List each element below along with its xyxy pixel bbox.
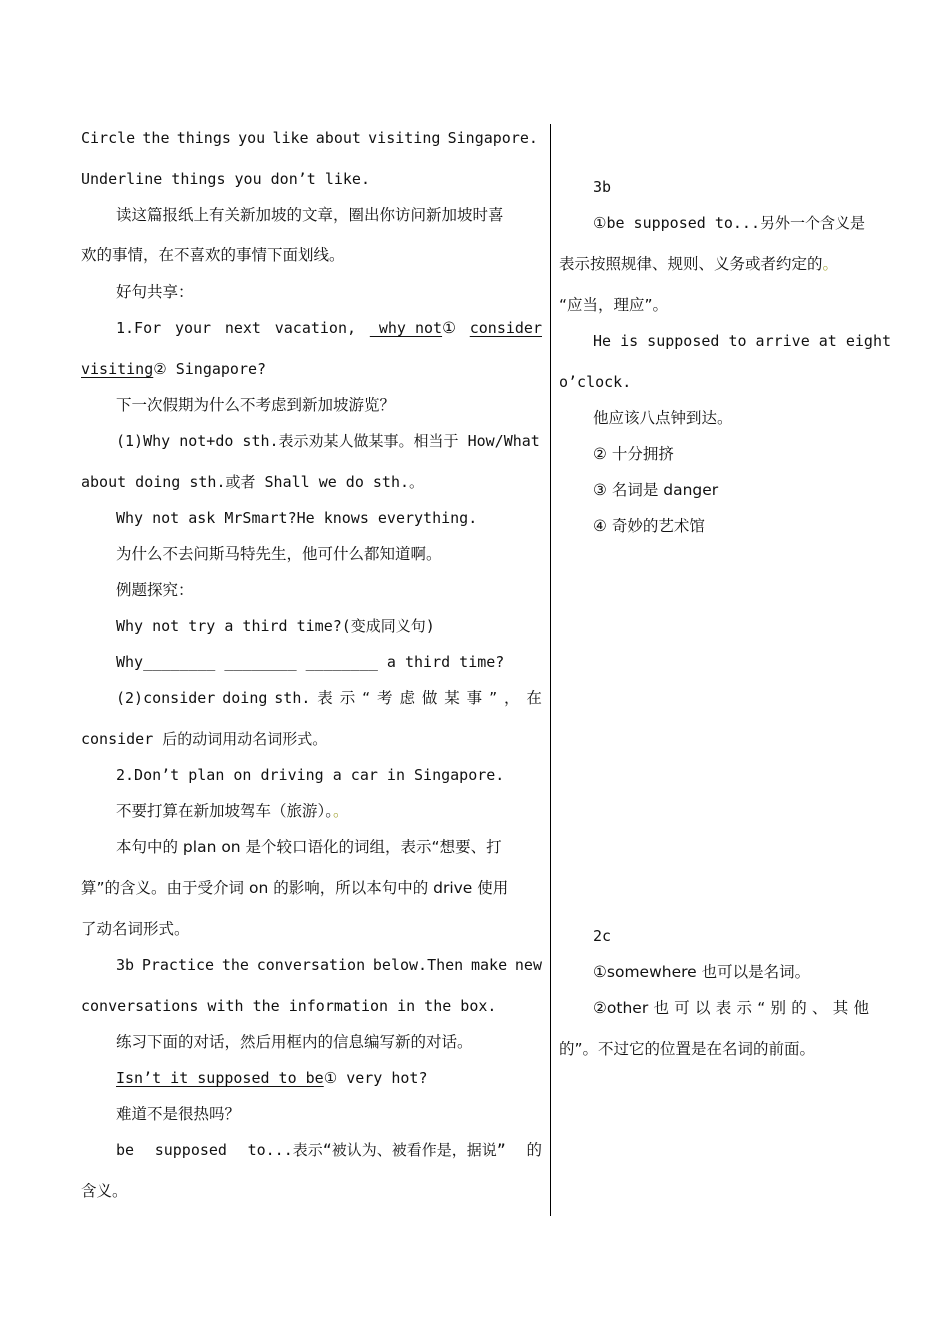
char: “: [757, 999, 766, 1017]
intro-line-1: [81, 128, 538, 148]
underlined-text: consider: [469, 319, 542, 337]
note-1-line-1: (1)Why not+do sth.表示劝某人做某事。相当于 How/What: [116, 432, 540, 450]
word: below.Then: [372, 956, 464, 974]
char: 别: [770, 999, 786, 1017]
sentence-2-translation: [116, 801, 349, 821]
note-item-2: ② 十分拥挤: [593, 445, 674, 463]
exercise-blanks: Why________ ________ ________ a third time?: [116, 653, 505, 671]
word: like: [272, 129, 309, 147]
word: conversation: [256, 956, 366, 974]
note-r1-line-1: ①be supposed to...另外一个含义是: [593, 214, 865, 232]
dialogue-translation: 难道不是很热吗？: [116, 1105, 241, 1123]
translation-text: 不要打算在新加坡驾车（旅游）。: [116, 802, 334, 820]
sentence-1-translation: 下一次假期为什么不考虑到新加坡游览？: [116, 396, 396, 414]
section-heading-explore: 例题探究：: [116, 581, 194, 599]
word: ②other: [593, 999, 649, 1017]
char: 示: [339, 689, 356, 707]
circled-number: ①: [442, 319, 456, 337]
note-c2-line-2: 的”。不过它的位置是在名词的前面。: [559, 1040, 816, 1058]
note-r1-line-3: “应当，理应”。: [559, 296, 669, 314]
word: things: [176, 129, 231, 147]
intro-cn-line-1: 读这篇报纸上有关新加坡的文章，圈出你访问新加坡时喜: [116, 206, 504, 224]
char: 事: [466, 689, 483, 707]
task-3b-line-1: [116, 955, 542, 975]
highlight-mark: 。: [822, 255, 839, 273]
char: 做: [421, 689, 438, 707]
section-label-2c: 2c: [593, 927, 612, 945]
char: 其: [832, 999, 849, 1017]
dialogue-question: [116, 1068, 427, 1088]
exercise-question: Why not try a third time?(变成同义句): [116, 617, 435, 635]
sentence-text: ② Singapore?: [153, 360, 267, 378]
note-2-line-1: [116, 688, 542, 708]
char: 的: [791, 999, 807, 1017]
note-text: 表示按照规律、规则、义务或者约定的: [559, 255, 823, 273]
char: 示: [736, 999, 752, 1017]
underlined-text: visiting: [81, 360, 154, 378]
word: Circle: [81, 129, 136, 147]
char: 他: [853, 999, 869, 1017]
why-not-phrase: [370, 318, 456, 338]
char: ，: [503, 689, 520, 707]
note-2-line-2: consider 后的动词用动名词形式。: [81, 730, 328, 748]
intro-line-2: Underline things you don’t like.: [81, 170, 370, 188]
char: 虑: [399, 689, 415, 707]
note-3-line-3: 了动名词形式。: [81, 920, 190, 938]
word: 3b: [116, 956, 135, 974]
note-4-line-2: 含义。: [81, 1182, 128, 1200]
sentence-1-line-2: [81, 359, 266, 379]
note-item-3: ③ 名词是 danger: [593, 481, 719, 499]
word: to...表示“被认为、被看作是，据说”: [247, 1141, 506, 1159]
word: make: [471, 956, 508, 974]
sentence-2: 2.Don’t plan on driving a car in Singapore.: [116, 766, 505, 784]
char: 某: [444, 689, 460, 707]
note-item-4: ④ 奇妙的艺术馆: [593, 517, 705, 535]
char: 以: [694, 999, 711, 1017]
word: (2)consider: [116, 689, 216, 707]
word: doing: [222, 689, 268, 707]
word: your: [174, 319, 212, 337]
word: visiting: [368, 129, 441, 147]
word: the: [142, 129, 170, 147]
highlight-mark: 。: [333, 802, 349, 820]
sentence-1-line-1: [116, 318, 542, 338]
note-r1-line-2: [559, 254, 838, 274]
sentence-text: ① very hot?: [323, 1069, 428, 1087]
example-r1-line-1: He is supposed to arrive at eight: [593, 332, 892, 350]
word: Practice: [141, 956, 215, 974]
task-3b-line-2: conversations with the information in the box.: [81, 997, 497, 1015]
underlined-text: Isn’t it supposed to be: [116, 1069, 324, 1087]
word: you: [238, 129, 266, 147]
word: new: [514, 956, 542, 974]
note-4-line-1: [116, 1140, 542, 1160]
char: “: [362, 689, 371, 707]
section-label-3b: 3b: [593, 178, 612, 196]
char: 表: [715, 999, 732, 1017]
section-heading-share: 好句共享：: [116, 283, 194, 301]
task-3b-translation: 练习下面的对话，然后用框内的信息编写新的对话。: [116, 1033, 473, 1051]
char: 的: [526, 1141, 542, 1159]
note-1-line-2: about doing sth.或者 Shall we do sth.。: [81, 473, 425, 491]
underlined-text: why not: [369, 319, 443, 337]
char: 表: [317, 689, 333, 707]
char: 考: [377, 689, 393, 707]
word: next: [224, 319, 261, 337]
example-1: Why not ask MrSmart?He knows everything.: [116, 509, 478, 527]
char: 可: [674, 999, 690, 1017]
column-divider: [550, 124, 551, 1216]
note-3-line-1: 本句中的 plan on 是个较口语化的词组，表示“想要、打: [116, 838, 502, 856]
char: 、: [811, 999, 828, 1017]
word: about: [315, 129, 361, 147]
word: supposed: [154, 1141, 227, 1159]
word: sth.: [274, 689, 311, 707]
note-3-line-2: 算”的含义。由于受介词 on 的影响，所以本句中的 drive 使用: [81, 879, 509, 897]
word: the: [221, 956, 249, 974]
char: 也: [653, 999, 669, 1017]
word: be: [116, 1141, 135, 1159]
intro-cn-line-2: 欢的事情，在不喜欢的事情下面划线。: [81, 246, 345, 264]
example-r1-line-2: o’clock.: [559, 373, 632, 391]
word: 1.For: [116, 319, 162, 337]
example-r1-translation: 他应该八点钟到达。: [593, 409, 733, 427]
char: ”: [489, 689, 498, 707]
word: Singapore.: [447, 129, 538, 147]
note-c2-line-1: [593, 998, 869, 1018]
example-1-translation: 为什么不去问斯马特先生，他可什么都知道啊。: [116, 545, 442, 563]
note-c1: ①somewhere 也可以是名词。: [593, 963, 811, 981]
word: vacation,: [274, 319, 357, 337]
char: 在: [526, 689, 542, 707]
